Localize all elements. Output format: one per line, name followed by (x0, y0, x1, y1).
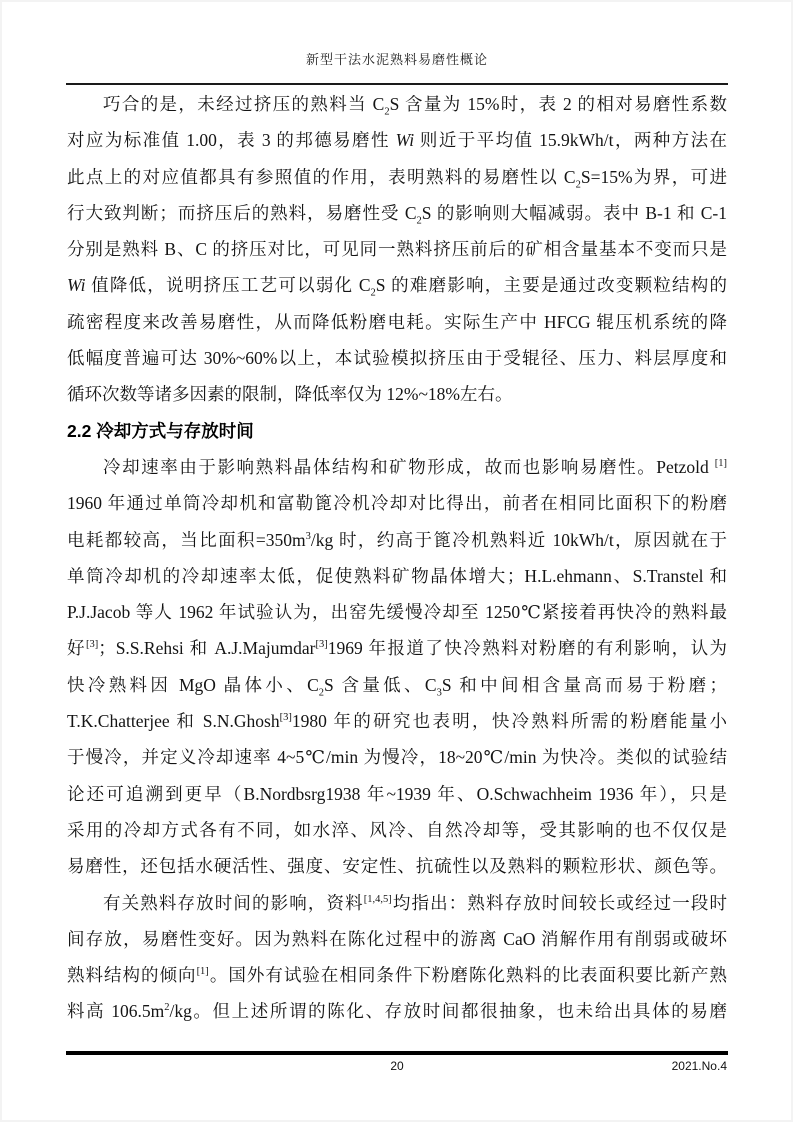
text-segment: 冷却速率由于影响熟料晶体结构和矿物形成，故而也影响易磨性。Petzold (103, 456, 715, 477)
header-rule (66, 83, 728, 85)
text-line (67, 86, 727, 122)
text-segment: 论还可追溯到更早（B.Nordbsrg1938 年~1939 年、O.Schwachheim 1936 年），只是 (67, 783, 727, 804)
text-segment: /kg。但上述所谓的陈化、存放时间都很抽象，也未给出具体的易磨 (169, 1001, 727, 1022)
text-line (67, 485, 727, 521)
text-segment: 1960 年通过单筒冷却机和富勒篦冷机冷却对比得出，前者在相同比面积下的粉磨 (67, 493, 727, 514)
footer (67, 1059, 727, 1079)
text-segment: S=15%为界，可进 (580, 166, 727, 187)
supscript-segment: [3] (85, 639, 99, 651)
footer-rule (66, 1051, 728, 1055)
section-heading: 2.2 冷却方式与存放时间 (67, 420, 254, 441)
subscript-segment: 2 (384, 106, 390, 118)
text-segment: 。国外有试验在相同条件下粉磨陈化熟料的比表面积要比新产熟 (208, 965, 727, 986)
text-segment: 熟料结构的倾向 (67, 965, 197, 986)
text-segment: 1969 年报道了快冷熟料对粉磨的有利影响，认为 (327, 638, 727, 659)
text-line (67, 122, 727, 158)
text-segment: 好 (67, 638, 86, 659)
text-segment: 对应为标准值 1.00，表 3 的邦德易磨性 (67, 130, 396, 151)
document-body (67, 86, 727, 1030)
supscript-segment: [3] (279, 712, 292, 724)
text-segment: 间存放，易磨性变好。因为熟料在陈化过程中的游离 CaO 消解作用有削弱或破坏 (67, 928, 727, 949)
text-segment: 则近于平均值 15.9kWh/t，两种方法在 (414, 130, 727, 151)
subscript-segment: 2 (416, 215, 422, 227)
supscript-segment: [3] (315, 639, 328, 651)
supscript-segment: 3 (305, 530, 311, 542)
supscript-segment: [1] (714, 458, 727, 470)
subscript-segment: 2 (370, 287, 376, 299)
text-segment: ；S.S.Rehsi 和 A.J.Majumdar (98, 638, 316, 659)
text-line (67, 667, 727, 703)
text-line (67, 304, 727, 340)
subscript-segment: 2 (575, 179, 581, 191)
text-line (67, 231, 727, 267)
text-segment: 值降低，说明挤压工艺可以弱化 C (85, 275, 371, 296)
text-line (67, 376, 727, 412)
text-line (67, 957, 727, 993)
supscript-segment: [1] (196, 966, 209, 978)
text-line (67, 594, 727, 630)
text-segment: 巧合的是，未经过挤压的熟料当 C (103, 94, 385, 114)
text-segment: T.K.Chatterjee 和 S.N.Ghosh (67, 711, 280, 732)
text-segment: 疏密程度来改善易磨性，从而降低粉磨电耗。实际生产中 HFCG 辊压机系统的降 (67, 311, 727, 332)
subscript-segment: 2 (318, 687, 325, 699)
text-segment: 易磨性，还包括水硬活性、强度、安定性、抗硫性以及熟料的颗粒形状、颜色等。 (67, 856, 727, 877)
text-segment: 循环次数等诸多因素的限制，降低率仅为 12%~18%左右。 (67, 384, 513, 405)
text-segment: 采用的冷却方式各有不同，如水淬、风冷、自然冷却等，受其影响的也不仅仅是 (67, 819, 727, 840)
text-segment: S 的难磨影响，主要是通过改变颗粒结构的 (375, 275, 727, 296)
text-line (67, 630, 727, 666)
text-segment: /kg 时，约高于篦冷机熟料近 10kWh/t，原因就在于 (310, 529, 727, 550)
text-line (67, 340, 727, 376)
text-line (67, 739, 727, 775)
text-segment: S 和中间相含量高而易于粉磨； (441, 674, 727, 695)
text-segment: 分别是熟料 B、C 的挤压对比，可见同一熟料挤压前后的矿相含量基本不变而只是 (67, 239, 727, 260)
text-segment: 电耗都较高，当比面积=350m (67, 529, 306, 550)
text-segment: 低幅度普遍可达 30%~60%以上，本试验模拟挤压由于受辊径、压力、料层厚度和 (67, 348, 727, 369)
text-line (67, 848, 727, 884)
text-segment: S 的影响则大幅减弱。表中 B-1 和 C-1 (421, 202, 727, 223)
text-line (67, 558, 727, 594)
italic-segment: Wi (395, 130, 415, 151)
text-line (67, 267, 727, 303)
supscript-segment: 2 (164, 1002, 170, 1014)
text-segment: S 含量低、C (324, 674, 437, 695)
text-segment: 有关熟料存放时间的影响，资料 (103, 892, 364, 913)
page-number: 20 (390, 1059, 404, 1073)
text-line (67, 159, 727, 195)
supscript-segment: [1,4,5] (363, 893, 392, 905)
text-segment: S 含量为 15%时，表 2 的相对易磨性系数 (389, 94, 727, 114)
text-line (67, 449, 727, 485)
text-line (67, 776, 727, 812)
text-line (67, 195, 727, 231)
text-line (67, 703, 727, 739)
italic-segment: Wi (67, 275, 86, 296)
text-line (67, 885, 727, 921)
issue-label: 2021.No.4 (671, 1059, 727, 1073)
text-segment: 快冷熟料因 MgO 晶体小、C (67, 674, 319, 695)
text-segment: 行大致判断；而挤压后的熟料，易磨性受 C (67, 202, 417, 223)
text-line (67, 522, 727, 558)
text-segment: 1980 年的研究也表明，快冷熟料所需的粉磨能量小 (291, 711, 727, 732)
text-segment: 单筒冷却机的冷却速率太低，促使熟料矿物晶体增大；H.L.ehmann、S.Transtel 和 (67, 565, 727, 586)
text-segment: 料高 106.5m (67, 1001, 165, 1022)
text-segment: 此点上的对应值都具有参照值的作用，表明熟料的易磨性以 C (67, 166, 576, 187)
text-line (67, 812, 727, 848)
text-line (67, 993, 727, 1029)
text-line (67, 921, 727, 957)
text-segment: 均指出：熟料存放时间较长或经过一段时 (391, 892, 727, 913)
text-segment: 于慢冷，并定义冷却速率 4~5℃/min 为慢冷，18~20℃/min 为快冷。类似的试验结 (67, 747, 727, 768)
text-segment: P.J.Jacob 等人 1962 年试验认为，出窑先缓慢冷却至 1250℃紧接着再快冷的熟料最 (67, 602, 727, 623)
subscript-segment: 3 (436, 687, 442, 699)
running-head-title: 新型干法水泥熟料易磨性概论 (305, 52, 488, 67)
